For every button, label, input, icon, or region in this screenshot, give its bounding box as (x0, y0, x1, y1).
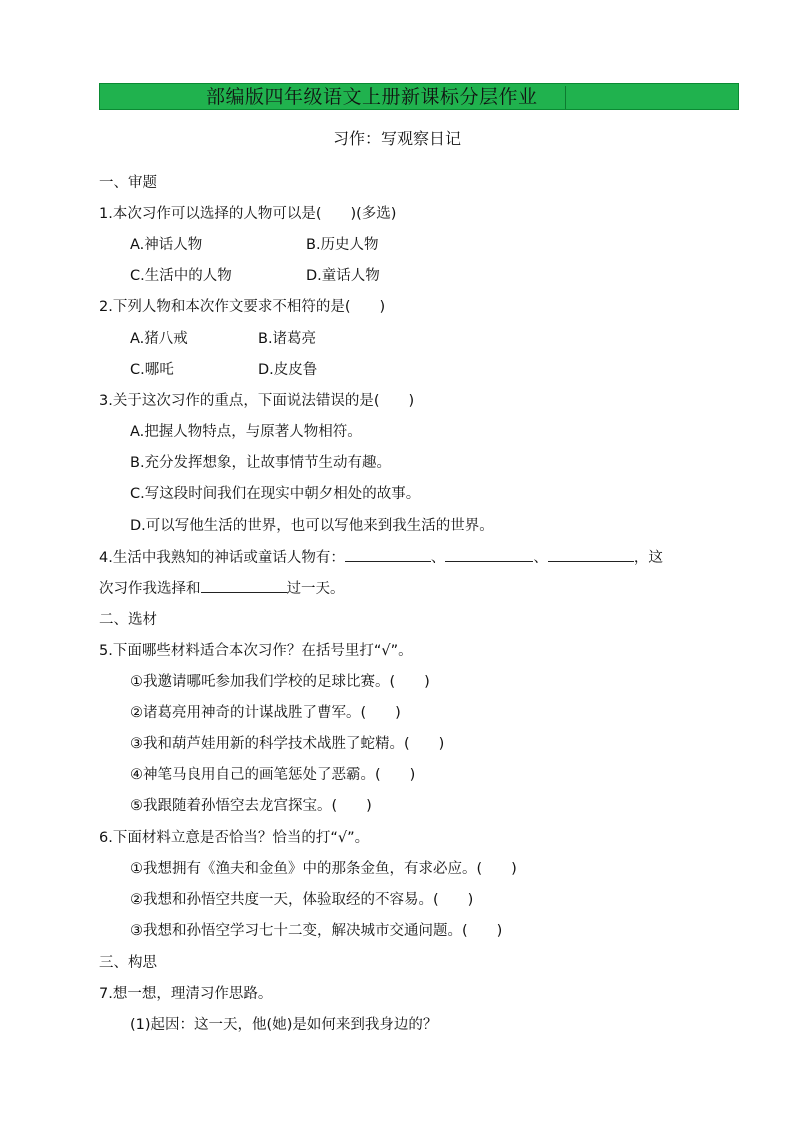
question-7-stem: 7.想一想，理清习作思路。 (99, 986, 273, 1002)
question-5-stem: 5.下面哪些材料适合本次习作？在括号里打“√”。 (99, 643, 413, 659)
question-4-line-2 (99, 578, 345, 599)
question-5-item-4: ④神笔马良用自己的画笔惩处了恶霸。( ) (130, 767, 416, 783)
question-1-option-a: A.神话人物 (130, 237, 203, 253)
question-1-stem: 1.本次习作可以选择的人物可以是( )(多选) (99, 206, 397, 222)
question-7-item-1: (1)起因：这一天，他(她)是如何来到我身边的？ (130, 1017, 438, 1033)
question-5-item-5: ⑤我跟随着孙悟空去龙宫探宝。( ) (130, 798, 372, 814)
question-4-sep-1: 、 (430, 550, 446, 566)
question-2-option-d: D.皮皮鲁 (258, 362, 318, 378)
banner-title: 部编版四年级语文上册新课标分层作业 (206, 86, 538, 108)
question-3-option-c: C.写这段时间我们在现实中朝夕相处的故事。 (130, 486, 421, 502)
question-4-text-2: ，这 (633, 550, 663, 566)
section-heading-3: 三、构思 (99, 955, 157, 971)
question-2-stem: 2.下列人物和本次作文要求不相符的是( ) (99, 299, 386, 315)
question-4-text-3: 次习作我选择和 (99, 581, 201, 597)
question-5-item-3: ③我和葫芦娃用新的科学技术战胜了蛇精。( ) (130, 736, 445, 752)
question-1-option-d: D.童话人物 (306, 268, 380, 284)
question-4-text-4: 过一天。 (286, 581, 345, 597)
question-5-item-2: ②诸葛亮用神奇的计谋战胜了曹军。( ) (130, 705, 401, 721)
question-2-option-a: A.猪八戒 (130, 331, 188, 347)
question-6-item-3: ③我想和孙悟空学习七十二变，解决城市交通问题。( ) (130, 923, 503, 939)
question-3-stem: 3.关于这次习作的重点，下面说法错误的是( ) (99, 393, 415, 409)
title-banner (99, 83, 739, 110)
question-1-option-b: B.历史人物 (306, 237, 379, 253)
question-1-option-c: C.生活中的人物 (130, 268, 232, 284)
question-2-option-b: B.诸葛亮 (258, 331, 317, 347)
question-4-line-1 (99, 547, 663, 568)
question-3-option-a: A.把握人物特点，与原著人物相符。 (130, 424, 362, 440)
question-6-stem: 6.下面材料立意是否恰当？恰当的打“√”。 (99, 830, 370, 846)
answer-blank-4[interactable] (201, 578, 287, 593)
question-5-item-1: ①我邀请哪吒参加我们学校的足球比赛。( ) (130, 674, 430, 690)
question-6-item-2: ②我想和孙悟空共度一天，体验取经的不容易。( ) (130, 892, 474, 908)
question-4-text-1: 4.生活中我熟知的神话或童话人物有： (99, 550, 345, 566)
section-heading-1: 一、审题 (99, 175, 157, 191)
answer-blank-2[interactable] (445, 547, 533, 562)
banner-divider (565, 86, 566, 109)
question-4-sep-2: 、 (533, 550, 548, 566)
page-subtitle: 习作：写观察日记 (332, 129, 461, 148)
question-6-item-1: ①我想拥有《渔夫和金鱼》中的那条金鱼，有求必应。( ) (130, 861, 517, 877)
question-3-option-b: B.充分发挥想象，让故事情节生动有趣。 (130, 455, 392, 471)
question-2-option-c: C.哪吒 (130, 362, 174, 378)
answer-blank-3[interactable] (548, 547, 634, 562)
section-heading-2: 二、选材 (99, 612, 157, 628)
question-3-option-d: D.可以写他生活的世界，也可以写他来到我生活的世界。 (130, 518, 494, 534)
answer-blank-1[interactable] (345, 547, 431, 562)
